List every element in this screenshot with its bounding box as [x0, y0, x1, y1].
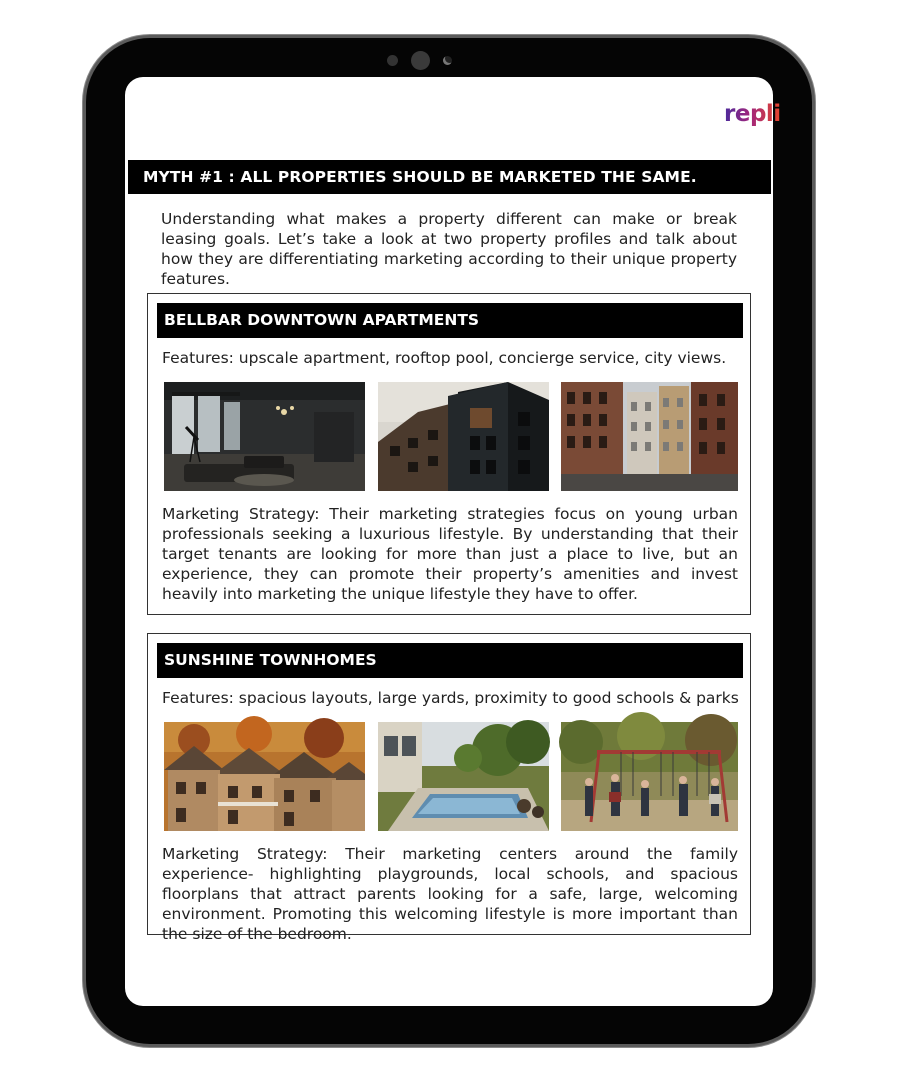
sensor-icon	[387, 55, 398, 66]
property-title: BELLBAR DOWNTOWN APARTMENTS	[157, 303, 743, 338]
tablet-screen	[125, 77, 781, 1006]
property-card-sunshine	[147, 633, 751, 943]
property-features: Features: upscale apartment, rooftop pool, concierge service, city views.	[162, 349, 727, 367]
lens-icon	[443, 56, 452, 65]
property-card-bellbar	[147, 293, 751, 615]
marketing-strategy: Marketing Strategy: Their marketing centers around the family experience- highlighting playgrounds, local schools, and spacious floorplans that attract parents looking for a safe, large, welcoming environment. Promoting this welcoming lifestyle is more important than the size of the bedroom.	[162, 845, 738, 943]
playground-swings-photo	[561, 722, 738, 831]
repli-logo: repli	[724, 101, 781, 127]
city-street-buildings-photo	[561, 382, 738, 491]
modern-apartment-building-photo	[378, 382, 549, 491]
camera-icon	[411, 51, 430, 70]
townhomes-autumn-photo	[164, 722, 365, 831]
property-title: SUNSHINE TOWNHOMES	[157, 643, 743, 678]
intro-paragraph: Understanding what makes a property different can make or break leasing goals. Let’s take a look at two property profiles and talk about how they are differentiating marketing according to their unique property features.	[161, 210, 737, 288]
modern-loft-interior-photo	[164, 382, 365, 491]
marketing-strategy: Marketing Strategy: Their marketing strategies focus on young urban professionals seeking a luxurious lifestyle. By understanding that their target tenants are looking for more than just a place to live, but an experience, they can promote their property’s amenities and invest heavily into marketing the unique lifestyle they have to offer.	[162, 505, 738, 603]
myth-heading: MYTH #1 : ALL PROPERTIES SHOULD BE MARKETED THE SAME.	[128, 160, 771, 194]
property-features: Features: spacious layouts, large yards, proximity to good schools & parks	[162, 689, 739, 707]
camera-bar	[384, 50, 464, 72]
backyard-pool-photo	[378, 722, 549, 831]
